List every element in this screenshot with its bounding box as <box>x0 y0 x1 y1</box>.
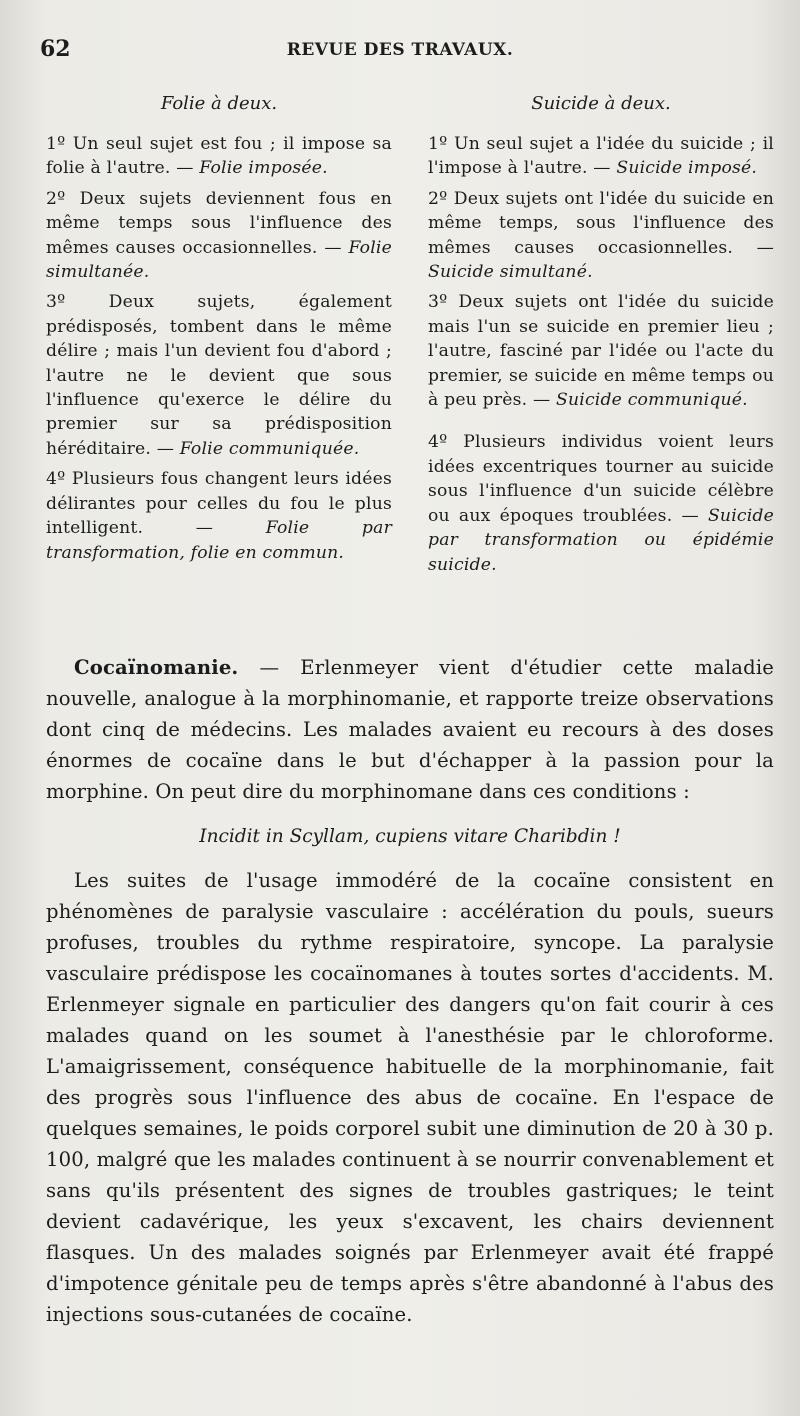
right-column-suicide <box>428 92 774 577</box>
comparison-columns <box>46 92 774 632</box>
left-item: 4º Plusieurs fous changent leurs idées délirantes pour celles du fou le plus intelligent. — Folie par transformation, folie en commun. <box>46 469 392 563</box>
left-column-title: Folie à deux. <box>160 93 278 114</box>
right-item: 1º Un seul sujet a l'idée du suicide ; il l'impose à l'autre. — Suicide imposé. <box>428 134 774 179</box>
page-header <box>40 36 760 70</box>
right-column-title: Suicide à deux. <box>531 93 671 114</box>
running-head: REVUE DES TRAVAUX. <box>286 40 514 60</box>
right-item: 3º Deux sujets ont l'idée du suicide mais l'un se suicide en premier lieu ; l'autre, fasciné par l'idée ou l'acte du premier, se suicide en même temps ou à peu près. — Suicide communiqué. <box>428 292 774 411</box>
left-item: 3º Deux sujets, également prédisposés, tombent dans le même délire ; mais l'un devient fou d'abord ; l'autre ne le devient que sous l'influence qu'exerce le délire du premier sur sa prédisposition héréditaire. — Folie communiquée. <box>46 292 392 459</box>
left-column-folie <box>46 92 392 565</box>
article-heading: Cocaïnomanie. <box>74 656 239 679</box>
latin-quote: Incidit in Scyllam, cupiens vitare Charibdin ! <box>199 826 621 847</box>
article-paragraph: Les suites de l'usage immodéré de la cocaïne consistent en phénomènes de paralysie vasculaire : accélération du pouls, sueurs profuses, troubles du rythme respiratoire, syncope. La paralysie vasculaire prédispose les cocaïnomanes à toutes sortes d'accidents. M. Erlenmeyer signale en particulier des dangers qu'on fait courir à ces malades quand on les soumet à l'anesthésie par le chloroforme. L'amaigrissement, conséquence habituelle de la morphinomanie, fait des progrès sous l'influence des abus de cocaïne. En l'espace de quelques semaines, le poids corporel subit une diminution de 20 à 30 p. 100, malgré que les malades continuent à se nourrir convenablement et sans qu'ils présentent des signes de troubles gastriques; le teint devient cadavérique, les yeux s'excavent, les chairs deviennent flasques. Un des malades soignés par Erlenmeyer avait été frappé d'impotence génitale peu de temps après s'être abandonné à l'abus des injections sous-cutanées de cocaïne. <box>46 869 774 1326</box>
article-paragraph: Cocaïnomanie. — Erlenmeyer vient d'étudier cette maladie nouvelle, analogue à la morphinomanie, et rapporte treize observations dont cinq de médecins. Les malades avaient eu recours à des doses énormes de cocaïne dans le but d'échapper à la passion pour la morphine. On peut dire du morphinomane dans ces conditions : <box>46 656 774 803</box>
left-item: 1º Un seul sujet est fou ; il impose sa folie à l'autre. — Folie imposée. <box>46 134 392 179</box>
right-item: 2º Deux sujets ont l'idée du suicide en même temps, sous l'influence des mêmes causes occasionnelles. — Suicide simultané. <box>428 188 774 283</box>
left-item: 2º Deux sujets deviennent fous en même temps sous l'influence des mêmes causes occasionnelles. — Folie simultanée. <box>46 188 392 283</box>
right-item: 4º Plusieurs individus voient leurs idées excentriques tourner au suicide sous l'influence d'un suicide célèbre ou aux époques troublées. — Suicide par transformation ou épidémie suicide. <box>428 432 774 575</box>
article-body <box>46 652 774 1330</box>
page-number: 62 <box>40 36 71 62</box>
